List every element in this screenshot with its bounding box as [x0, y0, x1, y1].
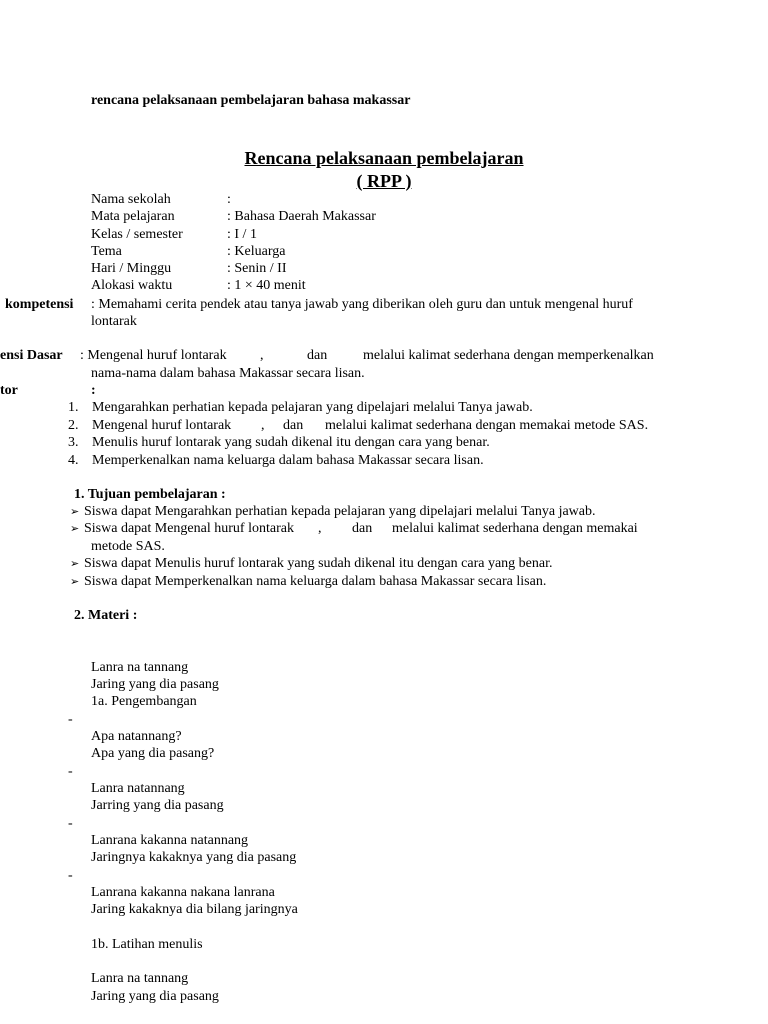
list-item: Mengenal huruf lontarak: [92, 418, 232, 433]
kompetensi-dasar-text-end: melalui kalimat sederhana dengan memperkenalkan: [363, 348, 654, 363]
list-item-dan: dan: [352, 521, 373, 536]
identity-label: Kelas / semester: [91, 227, 183, 242]
kompetensi-dasar-label: ensi Dasar: [0, 348, 63, 363]
identity-label: Hari / Minggu: [91, 261, 172, 276]
dash-marker: -: [68, 764, 73, 779]
list-item-number: 3.: [68, 435, 79, 450]
dash-marker: -: [68, 712, 73, 727]
list-item: Mengarahkan perhatian kepada pelajaran yang dipelajari melalui Tanya jawab.: [92, 400, 533, 415]
bullet-arrow-icon: ➢: [70, 523, 80, 535]
list-item: Memperkenalkan nama keluarga dalam bahasa Makassar secara lisan.: [92, 453, 484, 468]
kompetensi-dasar-comma: ,: [260, 348, 264, 363]
bullet-arrow-icon: ➢: [70, 576, 80, 588]
bullet-arrow-icon: ➢: [70, 506, 80, 518]
tujuan-heading: 1. Tujuan pembelajaran :: [74, 487, 226, 502]
list-item: Siswa dapat Menulis huruf lontarak yang sudah dikenal itu dengan cara yang benar.: [84, 556, 553, 571]
identity-value: : I / 1: [227, 227, 257, 242]
dash-marker: -: [68, 816, 73, 831]
indikator-colon: :: [91, 383, 96, 398]
materi-line: Lanrana kakanna nakana lanrana: [91, 885, 275, 900]
identity-label: Tema: [91, 244, 122, 259]
standar-kompetensi-label: kompetensi: [5, 297, 74, 312]
materi-line: Lanra na tannang: [91, 660, 189, 675]
page-title: Rencana pelaksanaan pembelajaran: [244, 148, 524, 168]
materi-line: Jaringnya kakaknya yang dia pasang: [91, 850, 297, 865]
list-item: Siswa dapat Memperkenalkan nama keluarga dalam bahasa Makassar secara lisan.: [84, 574, 547, 589]
bullet-arrow-icon: ➢: [70, 558, 80, 570]
materi-line: Jarring yang dia pasang: [91, 798, 224, 813]
list-item-end: melalui kalimat sederhana dengan memakai metode SAS.: [325, 418, 649, 433]
list-item-dan: dan: [283, 418, 304, 433]
list-item-number: 4.: [68, 453, 79, 468]
materi-line: Jaring kakaknya dia bilang jaringnya: [91, 902, 298, 917]
list-item-end: melalui kalimat sederhana dengan memakai: [392, 521, 638, 536]
identity-value: :: [227, 192, 231, 207]
materi-line: Jaring yang dia pasang: [91, 677, 219, 692]
identity-value: : Keluarga: [227, 244, 286, 259]
indikator-label: tor: [0, 383, 18, 398]
materi-line: Apa yang dia pasang?: [91, 746, 215, 761]
page-subtitle: ( RPP ): [356, 171, 412, 191]
list-item: Siswa dapat Mengarahkan perhatian kepada pelajaran yang dipelajari melalui Tanya jawab.: [84, 504, 596, 519]
kompetensi-dasar-text-cont: nama-nama dalam bahasa Makassar secara lisan.: [91, 366, 365, 381]
list-item: Menulis huruf lontarak yang sudah dikenal itu dengan cara yang benar.: [92, 435, 490, 450]
identity-value: : 1 × 40 menit: [227, 278, 306, 293]
materi-line: Lanra na tannang: [91, 971, 189, 986]
document-heading: rencana pelaksanaan pembelajaran bahasa makassar: [91, 93, 411, 108]
list-item-comma: ,: [318, 521, 322, 536]
list-item-number: 2.: [68, 418, 79, 433]
materi-line: Apa natannang?: [91, 729, 182, 744]
kompetensi-dasar-dan: dan: [307, 348, 328, 363]
identity-value: : Bahasa Daerah Makassar: [227, 209, 376, 224]
materi-line: Lanra natannang: [91, 781, 185, 796]
list-item-comma: ,: [261, 418, 265, 433]
standar-kompetensi-text: : Memahami cerita pendek atau tanya jawab yang diberikan oleh guru dan untuk mengenal huruf: [91, 297, 633, 312]
identity-value: : Senin / II: [227, 261, 287, 276]
identity-label: Alokasi waktu: [91, 278, 173, 293]
materi-subheading: 1a. Pengembangan: [91, 694, 197, 709]
kompetensi-dasar-text: : Mengenal huruf lontarak: [80, 348, 227, 363]
identity-label: Nama sekolah: [91, 192, 171, 207]
list-item-cont: metode SAS.: [91, 539, 165, 554]
materi-line: Jaring yang dia pasang: [91, 989, 219, 1004]
dash-marker: -: [68, 868, 73, 883]
identity-label: Mata pelajaran: [91, 209, 175, 224]
materi-heading: 2. Materi :: [74, 608, 138, 623]
list-item-number: 1.: [68, 400, 79, 415]
materi-line: Lanrana kakanna natannang: [91, 833, 249, 848]
standar-kompetensi-text-cont: lontarak: [91, 314, 137, 329]
list-item: Siswa dapat Mengenal huruf lontarak: [84, 521, 294, 536]
materi-subheading: 1b. Latihan menulis: [91, 937, 203, 952]
